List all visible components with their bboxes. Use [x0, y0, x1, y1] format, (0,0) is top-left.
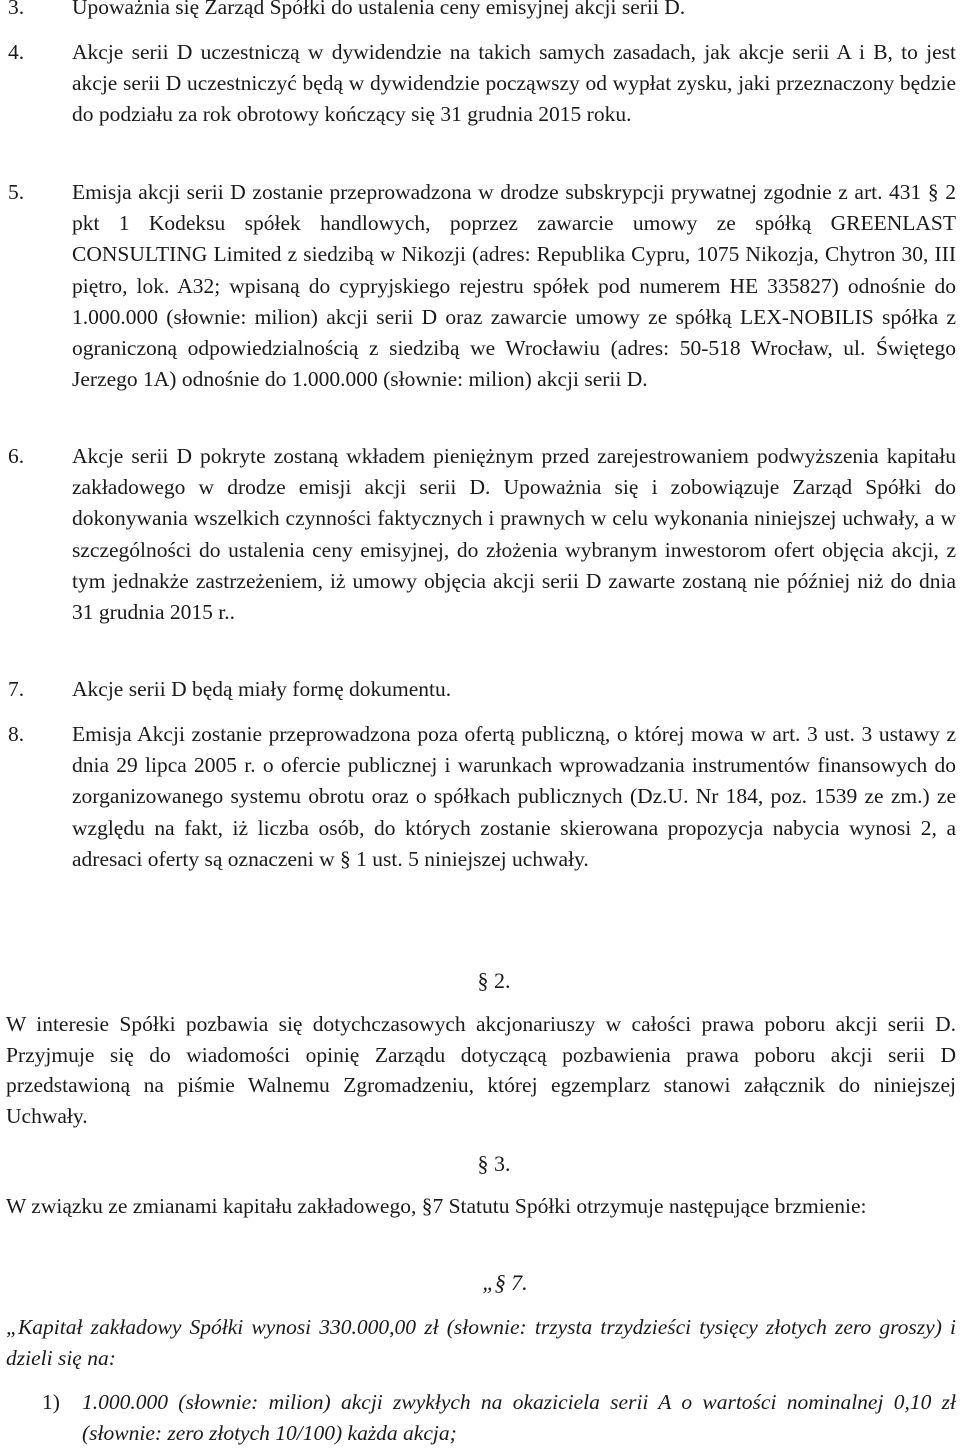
list-item-number: 3. [8, 0, 25, 19]
list-item-text: Emisja Akcji zostanie przeprowadzona poza ofertą publiczną, o której mowa w art. 3 ust. 3 ustawy z dnia 29 lipca 2005 r. o ofercie publicznej i warunkach wprowadzania instrumentów finansowych do zorganizowanego systemu obrotu oraz o spółkach publicznych (Dz.U. Nr 184, poz. 1539 ze zm.) ze względu na fakt, iż liczba osób, do których zostanie skierowana propozycja nabycia wynosi 2, a adresaci oferty są oznaczeni w § 1 ust. 5 niniejszej uchwały. [72, 722, 956, 871]
list-item-text: Akcje serii D pokryte zostaną wkładem pieniężnym przed zarejestrowaniem podwyższenia kapitału zakładowego w drodze emisji akcji serii D. Upoważnia się i zobowiązuje Zarząd Spółki do dokonywania wszelkich czynności faktycznych i prawnych w celu wykonania niniejszej uchwały, a w szczególności do ustalenia ceny emisyjnej, do złożenia wybranym inwestorom ofert objęcia akcji, z tym jednakże zastrzeżeniem, iż umowy objęcia akcji serii D zawarte zostaną nie później niż do dnia 31 grudnia 2015 r.. [72, 444, 956, 625]
list-item-number: 8. [8, 722, 25, 746]
list-item-number: 5. [8, 180, 25, 204]
quoted-paragraph: „Kapitał zakładowy Spółki wynosi 330.000,00 zł (słownie: trzysta trzydzieści tysięcy złotych zero groszy) i dzieli się na: [6, 1315, 956, 1370]
list-item-number: 6. [8, 444, 25, 468]
list-item-number: 7. [8, 677, 25, 701]
quoted-list-item-text: 1.000.000 (słownie: milion) akcji zwykłych na okaziciela serii A o wartości nominalnej 0,10 zł (słownie: zero złotych 10/100) każda akcja; [82, 1390, 956, 1445]
section-heading: § 2. [477, 968, 511, 993]
section-paragraph: W interesie Spółki pozbawia się dotychczasowych akcjonariuszy w całości prawa poboru akcji serii D. Przyjmuje się do wiadomości opinię Zarządu dotyczącą pozbawienia prawa poboru akcji serii D przedstawioną na piśmie Walnemu Zgromadzeniu, której egzemplarz stanowi załącznik do niniejszej Uchwały. [6, 1012, 956, 1129]
list-item-text: Upoważnia się Zarząd Spółki do ustalenia ceny emisyjnej akcji serii D. [72, 0, 686, 19]
quoted-list-item-number: 1) [42, 1390, 60, 1414]
list-item-text: Akcje serii D uczestniczą w dywidendzie na takich samych zasadach, jak akcje serii A i B, to jest akcje serii D uczestniczyć będą w dywidendzie począwszy od wypłat zysku, jaki przeznaczony będzie do podziału za rok obrotowy kończący się 31 grudnia 2015 roku. [72, 40, 956, 127]
section-paragraph: W związku ze zmianami kapitału zakładowego, §7 Statutu Spółki otrzymuje następujące brzmienie: [6, 1194, 867, 1218]
quoted-section-heading: „§ 7. [482, 1270, 528, 1295]
list-item-number: 4. [8, 40, 25, 64]
list-item-text: Emisja akcji serii D zostanie przeprowadzona w drodze subskrypcji prywatnej zgodnie z art. 431 § 2 pkt 1 Kodeksu spółek handlowych, poprzez zawarcie umowy ze spółką GREENLAST CONSULTING Limited z siedzibą w Nikozji (adres: Republika Cypru, 1075 Nikozja, Chytron 30, III piętro, lok. A32; wpisaną do cypryjskiego rejestru spółek pod numerem HE 335827) odnośnie do 1.000.000 (słownie: milion) akcji serii D oraz zawarcie umowy ze spółką LEX-NOBILIS spółka z ograniczoną odpowiedzialnością z siedzibą we Wrocławiu (adres: 50-518 Wrocław, ul. Świętego Jerzego 1A) odnośnie do 1.000.000 (słownie: milion) akcji serii D. [72, 180, 956, 392]
list-item-text: Akcje serii D będą miały formę dokumentu. [72, 677, 452, 701]
section-heading: § 3. [477, 1151, 511, 1176]
